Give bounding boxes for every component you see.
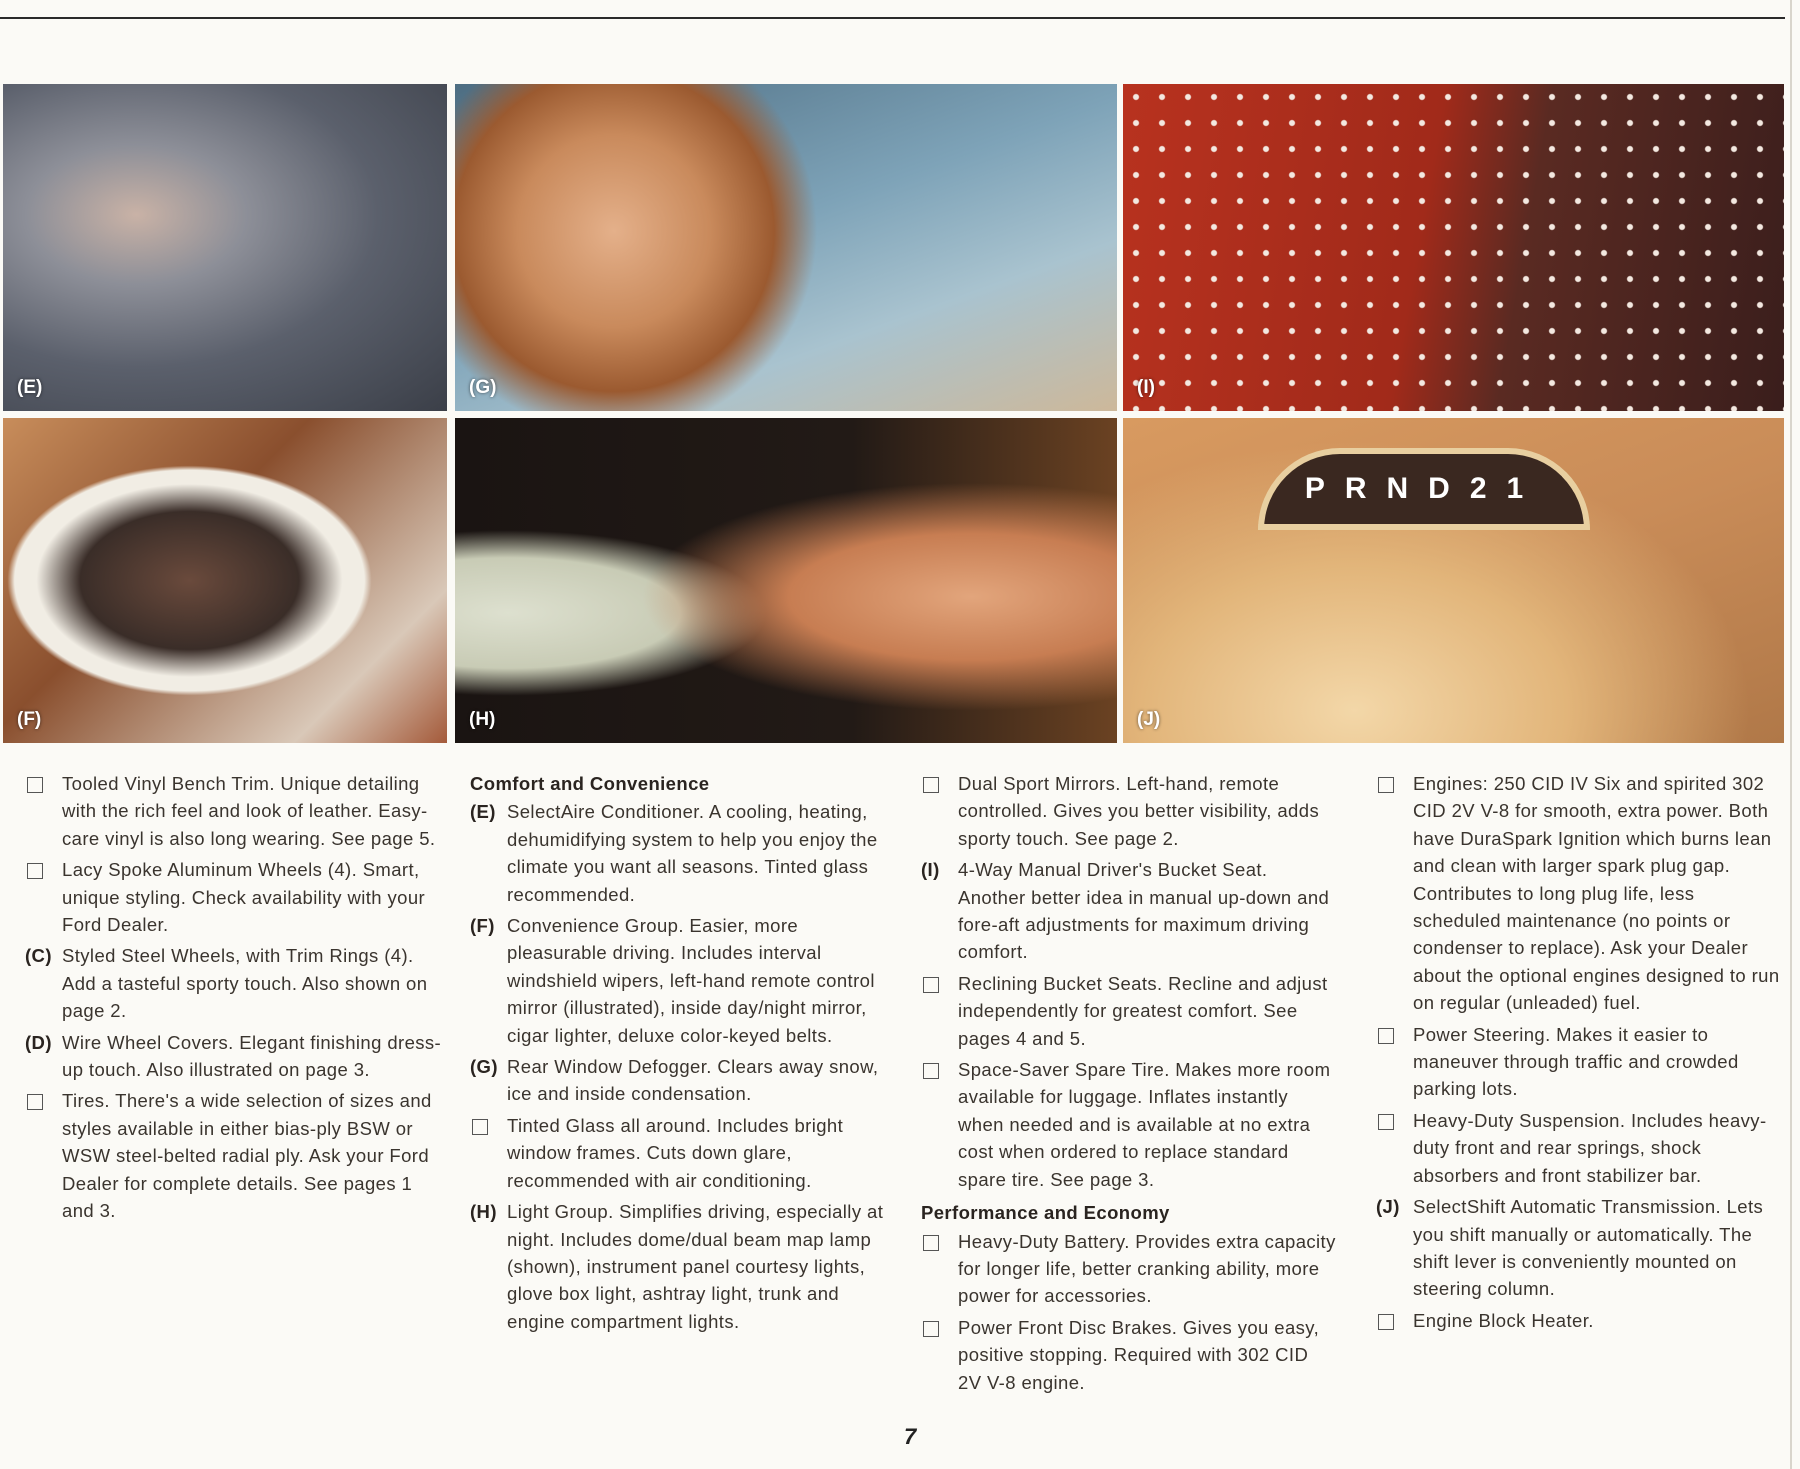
option-item bbox=[921, 1056, 1336, 1193]
option-description: SelectAire Conditioner. A cooling, heating, dehumidifying system to help you enjoy the climate you want all seasons. Tinted glass recommended. bbox=[507, 801, 878, 905]
photo-reference-letter: (C) bbox=[25, 945, 52, 967]
photo-label: (H) bbox=[469, 709, 496, 730]
checkbox-icon[interactable] bbox=[27, 863, 43, 879]
option-item bbox=[1376, 1307, 1786, 1334]
option-item bbox=[25, 770, 445, 852]
option-description: Tooled Vinyl Bench Trim. Unique detailing with the rich feel and look of leather. Easy-care vinyl is also long wearing. See page 5. bbox=[62, 773, 436, 849]
photo-label: (E) bbox=[17, 377, 43, 398]
photo-reference-letter: (F) bbox=[470, 915, 495, 937]
top-rule bbox=[0, 17, 1785, 19]
checkbox-icon[interactable] bbox=[27, 1094, 43, 1110]
checkbox-icon[interactable] bbox=[1378, 1314, 1394, 1330]
photo-label: (I) bbox=[1137, 377, 1155, 398]
option-item bbox=[25, 1087, 445, 1224]
option-item bbox=[1376, 770, 1786, 1017]
photo-reference-letter: (G) bbox=[470, 1056, 498, 1078]
option-description: SelectShift Automatic Transmission. Lets you shift manually or automatically. The shift lever is conveniently mounted on steering column. bbox=[1413, 1196, 1764, 1300]
photo-reference-letter: (I) bbox=[921, 859, 940, 881]
option-description: Styled Steel Wheels, with Trim Rings (4). Add a tasteful sporty touch. Also shown on page 2. bbox=[62, 945, 428, 1022]
option-item bbox=[921, 970, 1336, 1052]
option-description: Power Steering. Makes it easier to maneuver through traffic and crowded parking lots. bbox=[1413, 1023, 1739, 1100]
option-item bbox=[921, 856, 1336, 966]
option-description: Engines: 250 CID IV Six and spirited 302 CID 2V V-8 for smooth, extra power. Both have DuraSpark Ignition which burns lean and clean with larger spark plug gap. Contributes to long plug life, less scheduled maintenance (no points or condenser to replace). Ask your Dealer about the optional engines designed to run on regular (unleaded) fuel. bbox=[1413, 773, 1780, 1014]
option-description: Power Front Disc Brakes. Gives you easy, positive stopping. Required with 302 CID 2V V-8 engine. bbox=[958, 1316, 1320, 1393]
checkbox-icon[interactable] bbox=[1378, 777, 1394, 793]
checkbox-icon[interactable] bbox=[923, 1063, 939, 1079]
column-1 bbox=[25, 770, 445, 1229]
photo-woman-rear-window bbox=[455, 84, 1117, 411]
option-description: Dual Sport Mirrors. Left-hand, remote controlled. Gives you better visibility, adds sporty touch. See page 2. bbox=[958, 773, 1320, 849]
photo-reference-letter: (D) bbox=[25, 1031, 52, 1053]
option-item bbox=[25, 856, 445, 938]
shift-indicator-dial: PRND21 bbox=[1258, 448, 1590, 530]
option-item bbox=[470, 1053, 890, 1108]
page-number: 7 bbox=[904, 1424, 917, 1449]
option-description: Rear Window Defogger. Clears away snow, ice and inside condensation. bbox=[507, 1056, 879, 1105]
option-item bbox=[921, 1314, 1336, 1396]
column-4 bbox=[1376, 770, 1786, 1338]
photo-reference-letter: (H) bbox=[470, 1201, 497, 1223]
checkbox-icon[interactable] bbox=[923, 1235, 939, 1251]
section-heading: Comfort and Convenience bbox=[470, 773, 710, 794]
photo-map-lamp bbox=[455, 418, 1117, 743]
checkbox-icon[interactable] bbox=[1378, 1114, 1394, 1130]
option-description: Convenience Group. Easier, more pleasurable driving. Includes interval windshield wipers, left-hand remote control mirror (illustrated), inside day/night mirror, cigar lighter, deluxe color-keyed belts. bbox=[507, 915, 875, 1046]
column-3 bbox=[921, 770, 1336, 1400]
option-item bbox=[25, 1029, 445, 1084]
photo-climate-controls bbox=[3, 84, 447, 411]
option-item bbox=[470, 798, 890, 908]
option-description: 4-Way Manual Driver's Bucket Seat. Another better idea in manual up-down and fore-aft adjustments for maximum driving comfort. bbox=[958, 859, 1330, 963]
checkbox-icon[interactable] bbox=[1378, 1028, 1394, 1044]
section-heading: Performance and Economy bbox=[921, 1202, 1170, 1224]
option-description: Lacy Spoke Aluminum Wheels (4). Smart, unique styling. Check availability with your Ford Dealer. bbox=[62, 859, 426, 936]
checkbox-icon[interactable] bbox=[472, 1119, 488, 1135]
option-item bbox=[1376, 1021, 1786, 1103]
photo-label: (J) bbox=[1137, 709, 1161, 730]
column-2 bbox=[470, 770, 890, 1339]
option-description: Tires. There's a wide selection of sizes and styles available in either bias-ply BSW or WSW steel-belted radial ply. Ask your Ford Dealer for complete details. See pages 1 and 3. bbox=[62, 1090, 432, 1222]
option-description: Tinted Glass all around. Includes bright window frames. Cuts down glare, recommended with air conditioning. bbox=[507, 1114, 844, 1191]
checkbox-icon[interactable] bbox=[923, 977, 939, 993]
photo-reference-letter: (J) bbox=[1376, 1196, 1400, 1218]
option-item bbox=[470, 1198, 890, 1335]
option-description: Reclining Bucket Seats. Recline and adjust independently for greatest comfort. See pages 4 and 5. bbox=[958, 972, 1328, 1049]
photo-label: (F) bbox=[17, 709, 42, 730]
option-description: Light Group. Simplifies driving, especially at night. Includes dome/dual beam map lamp (shown), instrument panel courtesy lights, glove box light, ashtray light, trunk and engine compartment lights. bbox=[507, 1201, 884, 1332]
checkbox-icon[interactable] bbox=[923, 777, 939, 793]
checkbox-icon[interactable] bbox=[27, 777, 43, 793]
option-item bbox=[1376, 1107, 1786, 1189]
option-item bbox=[921, 1228, 1336, 1310]
option-item bbox=[25, 942, 445, 1024]
page-edge bbox=[1790, 0, 1792, 1469]
option-item bbox=[470, 1112, 890, 1194]
checkbox-icon[interactable] bbox=[923, 1321, 939, 1337]
option-description: Engine Block Heater. bbox=[1413, 1309, 1594, 1331]
photo-shift-indicator bbox=[1123, 418, 1784, 743]
option-item bbox=[470, 912, 890, 1049]
option-description: Wire Wheel Covers. Elegant finishing dress-up touch. Also illustrated on page 3. bbox=[62, 1031, 442, 1081]
photo-label: (G) bbox=[469, 377, 497, 398]
photo-reference-letter: (E) bbox=[470, 801, 496, 823]
option-description: Space-Saver Spare Tire. Makes more room available for luggage. Inflates instantly when needed and is available at no extra cost when ordered to replace standard spare tire. See page 3. bbox=[958, 1059, 1331, 1190]
option-item bbox=[921, 770, 1336, 852]
option-description: Heavy-Duty Battery. Provides extra capacity for longer life, better cranking ability, more power for accessories. bbox=[958, 1230, 1336, 1307]
option-description: Heavy-Duty Suspension. Includes heavy-duty front and rear springs, shock absorbers and front stabilizer bar. bbox=[1413, 1109, 1767, 1186]
option-item bbox=[1376, 1193, 1786, 1303]
photo-seat-adjuster bbox=[1123, 84, 1784, 411]
photo-mirror bbox=[3, 418, 447, 743]
